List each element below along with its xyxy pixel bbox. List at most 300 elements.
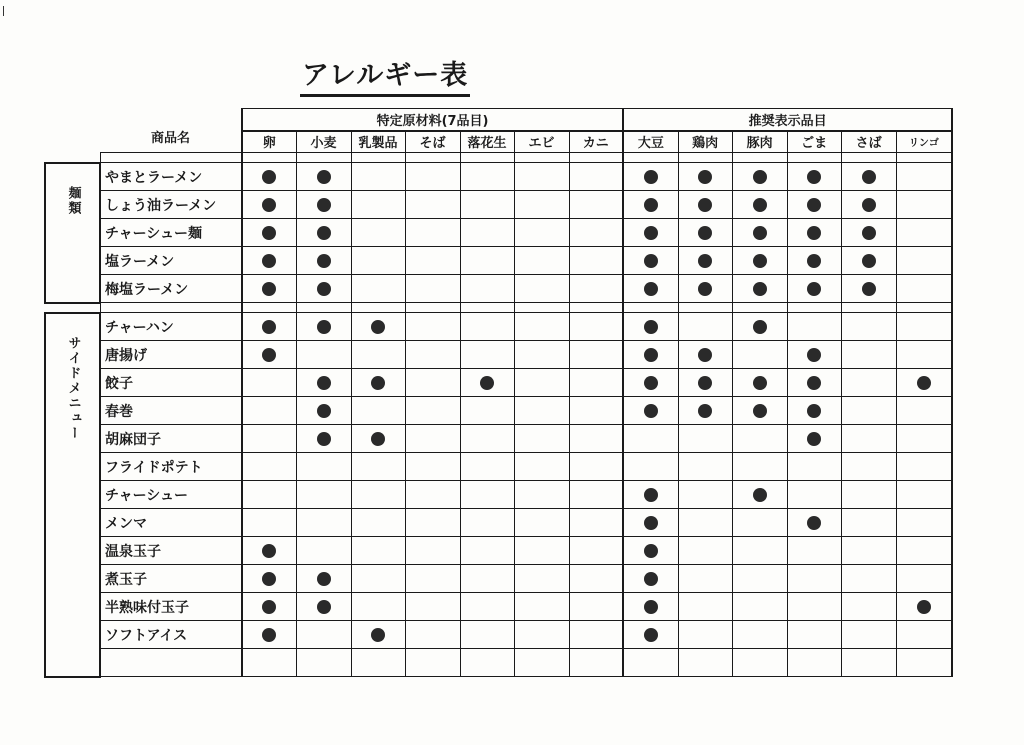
allergen-cell <box>569 397 623 425</box>
allergen-cell <box>351 313 405 341</box>
allergen-cell <box>296 621 351 649</box>
scan-edge-mark <box>3 6 4 16</box>
allergen-cell <box>678 275 732 303</box>
allergen-cell <box>896 219 952 247</box>
allergen-cell <box>787 565 841 593</box>
allergen-dot-icon <box>480 376 494 390</box>
allergen-dot-icon <box>807 282 821 296</box>
allergen-cell <box>623 453 678 481</box>
spacer-row <box>45 303 952 313</box>
allergen-dot-icon <box>371 376 385 390</box>
allergen-cell <box>296 313 351 341</box>
allergen-cell <box>841 275 896 303</box>
allergen-dot-icon <box>698 170 712 184</box>
allergen-cell <box>514 219 569 247</box>
allergen-cell <box>296 369 351 397</box>
spacer-row <box>45 153 952 163</box>
allergen-cell <box>460 247 514 275</box>
allergen-cell <box>732 275 787 303</box>
allergen-cell <box>296 649 351 677</box>
allergen-dot-icon <box>371 432 385 446</box>
allergen-cell <box>678 341 732 369</box>
allergen-cell <box>514 163 569 191</box>
allergen-cell <box>787 313 841 341</box>
allergen-dot-icon <box>753 282 767 296</box>
allergen-cell <box>351 341 405 369</box>
allergen-dot-icon <box>317 404 331 418</box>
product-name: 煮玉子 <box>100 565 242 593</box>
allergen-cell <box>623 247 678 275</box>
allergen-cell <box>841 219 896 247</box>
allergen-cell <box>242 593 296 621</box>
allergen-cell <box>405 275 460 303</box>
allergen-dot-icon <box>644 572 658 586</box>
allergen-dot-icon <box>753 488 767 502</box>
allergen-cell <box>678 219 732 247</box>
allergen-cell <box>787 191 841 219</box>
allergen-dot-icon <box>753 226 767 240</box>
allergen-cell <box>896 565 952 593</box>
allergen-dot-icon <box>317 282 331 296</box>
allergen-cell <box>460 313 514 341</box>
allergen-cell <box>460 425 514 453</box>
allergen-cell <box>405 509 460 537</box>
allergen-dot-icon <box>262 348 276 362</box>
allergen-cell <box>242 621 296 649</box>
allergen-cell <box>242 537 296 565</box>
allergen-cell <box>787 275 841 303</box>
allergen-cell <box>732 191 787 219</box>
blank-corner <box>45 109 100 153</box>
allergen-cell <box>623 481 678 509</box>
allergen-dot-icon <box>262 170 276 184</box>
column-header: 卵 <box>242 131 296 153</box>
allergen-cell <box>296 593 351 621</box>
allergen-cell <box>460 649 514 677</box>
allergen-cell <box>896 163 952 191</box>
allergen-cell <box>296 163 351 191</box>
allergen-dot-icon <box>317 170 331 184</box>
allergen-dot-icon <box>698 226 712 240</box>
allergen-cell <box>841 593 896 621</box>
allergen-dot-icon <box>644 544 658 558</box>
allergen-cell <box>787 425 841 453</box>
allergen-cell <box>460 369 514 397</box>
allergen-cell <box>841 509 896 537</box>
allergen-cell <box>787 341 841 369</box>
allergen-dot-icon <box>862 170 876 184</box>
allergen-cell <box>841 247 896 275</box>
allergen-cell <box>787 621 841 649</box>
table-row <box>45 649 952 677</box>
allergen-cell <box>896 341 952 369</box>
allergen-dot-icon <box>317 376 331 390</box>
allergen-cell <box>460 275 514 303</box>
allergen-dot-icon <box>644 198 658 212</box>
allergen-dot-icon <box>317 226 331 240</box>
allergen-cell <box>351 537 405 565</box>
allergen-cell <box>296 275 351 303</box>
allergen-cell <box>405 341 460 369</box>
product-name: チャーシュー麺 <box>100 219 242 247</box>
allergen-dot-icon <box>698 198 712 212</box>
allergen-cell <box>841 369 896 397</box>
allergen-cell <box>405 191 460 219</box>
allergen-cell <box>896 593 952 621</box>
allergen-cell <box>623 397 678 425</box>
allergen-cell <box>242 247 296 275</box>
allergen-cell <box>732 453 787 481</box>
product-name: しょう油ラーメン <box>100 191 242 219</box>
allergen-cell <box>514 313 569 341</box>
allergen-cell <box>242 191 296 219</box>
allergen-cell <box>787 537 841 565</box>
allergen-cell <box>514 275 569 303</box>
allergen-cell <box>841 397 896 425</box>
allergen-cell <box>460 341 514 369</box>
product-name <box>100 649 242 677</box>
allergen-dot-icon <box>862 198 876 212</box>
allergen-cell <box>405 621 460 649</box>
allergen-cell <box>678 191 732 219</box>
allergen-cell <box>405 247 460 275</box>
allergen-dot-icon <box>644 376 658 390</box>
category-label-text: 麺類 <box>65 185 81 216</box>
product-name: メンマ <box>100 509 242 537</box>
allergen-cell <box>514 191 569 219</box>
allergen-cell <box>569 453 623 481</box>
allergen-cell <box>732 247 787 275</box>
allergen-dot-icon <box>753 254 767 268</box>
allergen-cell <box>678 247 732 275</box>
allergen-cell <box>351 247 405 275</box>
allergen-cell <box>678 537 732 565</box>
allergen-cell <box>460 397 514 425</box>
table-row <box>45 397 952 425</box>
allergen-cell <box>841 191 896 219</box>
allergen-cell <box>678 425 732 453</box>
allergen-cell <box>623 369 678 397</box>
group-header-row <box>45 109 952 131</box>
allergen-cell <box>569 341 623 369</box>
allergen-dot-icon <box>317 432 331 446</box>
allergen-cell <box>787 593 841 621</box>
recommended-allergens-header: 推奨表示品目 <box>623 109 952 131</box>
allergen-cell <box>896 313 952 341</box>
allergen-cell <box>514 453 569 481</box>
allergen-cell <box>787 219 841 247</box>
allergen-dot-icon <box>644 282 658 296</box>
allergen-cell <box>405 537 460 565</box>
allergen-cell <box>732 621 787 649</box>
allergen-cell <box>351 275 405 303</box>
column-header: 落花生 <box>460 131 514 153</box>
allergen-dot-icon <box>807 170 821 184</box>
table-row <box>45 509 952 537</box>
allergen-cell <box>678 369 732 397</box>
allergen-cell <box>841 453 896 481</box>
table-row <box>45 247 952 275</box>
allergen-dot-icon <box>753 320 767 334</box>
allergen-cell <box>296 341 351 369</box>
allergen-cell <box>787 509 841 537</box>
column-header: ごま <box>787 131 841 153</box>
allergen-cell <box>569 163 623 191</box>
allergen-cell <box>351 219 405 247</box>
required-allergens-header: 特定原材料(7品目) <box>242 109 623 131</box>
allergen-cell <box>405 453 460 481</box>
allergen-cell <box>787 397 841 425</box>
allergen-cell <box>351 621 405 649</box>
allergen-dot-icon <box>862 254 876 268</box>
allergen-cell <box>896 481 952 509</box>
allergen-cell <box>351 593 405 621</box>
allergen-dot-icon <box>262 198 276 212</box>
table-row <box>45 191 952 219</box>
allergen-cell <box>351 481 405 509</box>
allergen-cell <box>460 509 514 537</box>
allergen-cell <box>460 219 514 247</box>
allergen-cell <box>623 275 678 303</box>
allergen-cell <box>242 397 296 425</box>
allergen-cell <box>623 565 678 593</box>
product-name-header: 商品名 <box>150 131 190 146</box>
category-label <box>45 163 100 303</box>
allergen-cell <box>514 565 569 593</box>
product-name: フライドポテト <box>100 453 242 481</box>
allergen-dot-icon <box>698 254 712 268</box>
product-name: 餃子 <box>100 369 242 397</box>
allergen-cell <box>514 341 569 369</box>
allergen-cell <box>296 425 351 453</box>
allergen-dot-icon <box>644 226 658 240</box>
table-header <box>45 109 952 153</box>
allergen-cell <box>732 593 787 621</box>
allergen-dot-icon <box>644 170 658 184</box>
allergen-cell <box>460 191 514 219</box>
allergen-cell <box>514 369 569 397</box>
allergen-dot-icon <box>698 282 712 296</box>
allergen-cell <box>896 621 952 649</box>
allergen-cell <box>569 425 623 453</box>
allergen-cell <box>678 453 732 481</box>
allergen-cell <box>678 397 732 425</box>
allergen-cell <box>787 453 841 481</box>
category-label-text: サイドメニュー <box>65 335 81 441</box>
allergen-dot-icon <box>807 376 821 390</box>
allergen-cell <box>787 369 841 397</box>
allergen-cell <box>405 369 460 397</box>
allergen-dot-icon <box>644 404 658 418</box>
allergen-cell <box>460 537 514 565</box>
allergen-cell <box>787 649 841 677</box>
table-row <box>45 163 952 191</box>
allergen-cell <box>460 593 514 621</box>
allergen-cell <box>678 313 732 341</box>
allergen-cell <box>623 425 678 453</box>
allergen-cell <box>569 621 623 649</box>
allergen-dot-icon <box>862 226 876 240</box>
allergen-cell <box>787 163 841 191</box>
allergen-cell <box>405 313 460 341</box>
allergen-cell <box>732 537 787 565</box>
allergen-cell <box>405 425 460 453</box>
allergen-cell <box>787 481 841 509</box>
allergen-cell <box>242 163 296 191</box>
allergen-cell <box>841 425 896 453</box>
allergen-cell <box>623 219 678 247</box>
allergy-table <box>44 108 953 678</box>
allergen-dot-icon <box>262 320 276 334</box>
allergen-dot-icon <box>807 432 821 446</box>
allergen-dot-icon <box>753 376 767 390</box>
product-name: やまとラーメン <box>100 163 242 191</box>
allergen-cell <box>623 649 678 677</box>
allergen-cell <box>405 219 460 247</box>
product-name: チャーハン <box>100 313 242 341</box>
allergen-cell <box>351 453 405 481</box>
allergen-cell <box>296 219 351 247</box>
product-name: 春巻 <box>100 397 242 425</box>
allergen-dot-icon <box>807 198 821 212</box>
allergen-cell <box>569 593 623 621</box>
allergen-dot-icon <box>698 376 712 390</box>
allergen-cell <box>242 649 296 677</box>
allergen-cell <box>896 537 952 565</box>
allergen-dot-icon <box>807 226 821 240</box>
allergen-cell <box>242 509 296 537</box>
column-header: 小麦 <box>296 131 351 153</box>
allergen-cell <box>296 453 351 481</box>
allergen-dot-icon <box>644 348 658 362</box>
allergen-cell <box>460 621 514 649</box>
allergen-cell <box>732 481 787 509</box>
allergen-cell <box>732 341 787 369</box>
page-title: アレルギー表 <box>300 60 470 97</box>
allergen-cell <box>242 481 296 509</box>
column-header: 乳製品 <box>351 131 405 153</box>
allergen-cell <box>841 649 896 677</box>
allergen-cell <box>242 313 296 341</box>
allergen-cell <box>242 369 296 397</box>
column-header: そば <box>405 131 460 153</box>
allergen-cell <box>732 219 787 247</box>
column-header: 豚肉 <box>732 131 787 153</box>
allergen-cell <box>514 509 569 537</box>
allergen-dot-icon <box>917 376 931 390</box>
allergen-cell <box>460 481 514 509</box>
allergen-cell <box>678 649 732 677</box>
allergen-cell <box>296 537 351 565</box>
table-row <box>45 565 952 593</box>
allergen-cell <box>351 397 405 425</box>
allergen-cell <box>242 341 296 369</box>
category-label <box>45 313 100 677</box>
allergen-cell <box>896 453 952 481</box>
allergen-dot-icon <box>698 404 712 418</box>
allergen-dot-icon <box>317 254 331 268</box>
allergen-dot-icon <box>753 404 767 418</box>
allergen-cell <box>896 191 952 219</box>
allergen-cell <box>896 425 952 453</box>
table-row <box>45 537 952 565</box>
allergen-cell <box>405 163 460 191</box>
allergen-cell <box>351 163 405 191</box>
allergen-cell <box>732 649 787 677</box>
allergen-dot-icon <box>371 628 385 642</box>
allergen-cell <box>841 163 896 191</box>
allergen-cell <box>841 313 896 341</box>
allergen-cell <box>896 369 952 397</box>
allergen-cell <box>569 313 623 341</box>
product-name: 胡麻団子 <box>100 425 242 453</box>
allergen-cell <box>732 565 787 593</box>
allergen-cell <box>678 565 732 593</box>
allergen-dot-icon <box>262 226 276 240</box>
allergen-cell <box>569 369 623 397</box>
allergen-cell <box>569 649 623 677</box>
allergen-cell <box>787 247 841 275</box>
allergen-dot-icon <box>862 282 876 296</box>
allergen-dot-icon <box>807 516 821 530</box>
allergen-cell <box>460 453 514 481</box>
allergen-dot-icon <box>644 488 658 502</box>
allergen-cell <box>841 341 896 369</box>
allergen-cell <box>351 369 405 397</box>
allergen-dot-icon <box>644 600 658 614</box>
allergen-cell <box>623 621 678 649</box>
table-row <box>45 275 952 303</box>
column-header: エビ <box>514 131 569 153</box>
allergen-cell <box>623 191 678 219</box>
allergen-cell <box>569 191 623 219</box>
allergen-cell <box>569 247 623 275</box>
allergen-cell <box>623 593 678 621</box>
allergen-cell <box>296 565 351 593</box>
allergen-cell <box>296 509 351 537</box>
allergen-cell <box>242 425 296 453</box>
allergen-cell <box>841 565 896 593</box>
allergen-cell <box>678 621 732 649</box>
allergen-dot-icon <box>644 320 658 334</box>
allergen-cell <box>623 313 678 341</box>
allergen-cell <box>569 537 623 565</box>
allergen-cell <box>896 275 952 303</box>
allergen-cell <box>514 621 569 649</box>
table-row <box>45 481 952 509</box>
allergen-cell <box>514 537 569 565</box>
allergen-cell <box>351 191 405 219</box>
allergen-cell <box>351 509 405 537</box>
product-name: 塩ラーメン <box>100 247 242 275</box>
allergen-cell <box>732 313 787 341</box>
allergen-cell <box>242 219 296 247</box>
product-name: チャーシュー <box>100 481 242 509</box>
allergen-dot-icon <box>753 170 767 184</box>
product-name: ソフトアイス <box>100 621 242 649</box>
allergen-dot-icon <box>371 320 385 334</box>
allergen-dot-icon <box>262 628 276 642</box>
allergen-cell <box>460 163 514 191</box>
allergen-cell <box>514 425 569 453</box>
allergen-dot-icon <box>317 600 331 614</box>
allergen-cell <box>296 247 351 275</box>
allergen-cell <box>678 163 732 191</box>
table-row <box>45 593 952 621</box>
allergen-cell <box>841 537 896 565</box>
allergen-cell <box>405 397 460 425</box>
table-row <box>45 313 952 341</box>
